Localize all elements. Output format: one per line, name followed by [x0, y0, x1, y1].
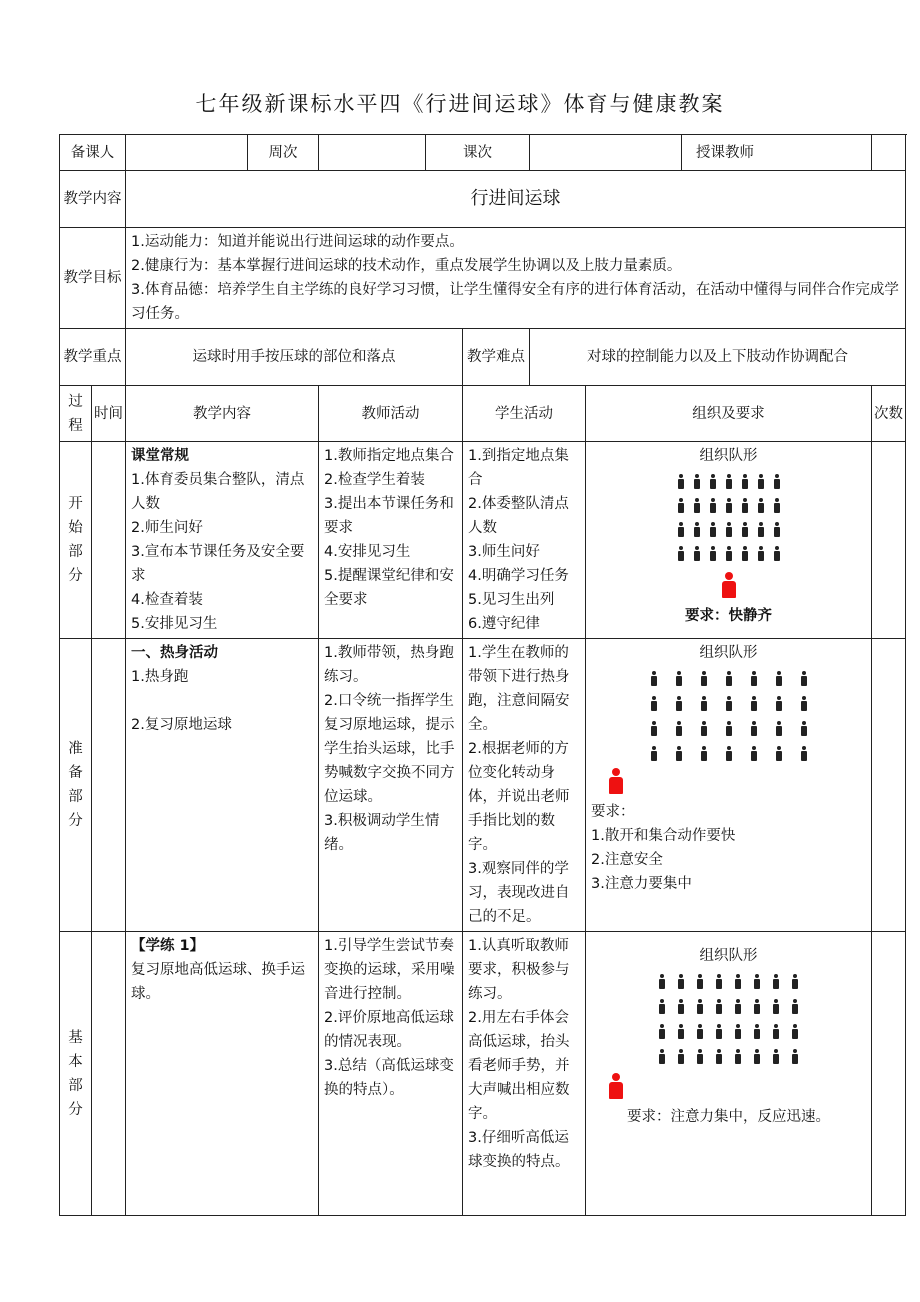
org-requirements: [591, 800, 866, 896]
student-figure-icon: [773, 1024, 779, 1040]
student-item: 3.仔细听高低运球变换的特点。: [468, 1130, 570, 1170]
student-figure-icon: [701, 671, 707, 687]
teacher-figure-icon: [609, 768, 623, 794]
student-figure-icon: [726, 696, 732, 712]
col-org: 组织及要求: [586, 386, 872, 442]
student-figure-icon: [751, 671, 757, 687]
student-figure-icon: [678, 974, 684, 990]
student-figure-icon: [776, 721, 782, 737]
section-name: 开始部分: [60, 442, 92, 639]
section-count: [872, 442, 906, 639]
content-value: 行进间运球: [126, 171, 906, 228]
student-figure-icon: [742, 546, 748, 562]
student-figure-icon: [697, 1024, 703, 1040]
student-figure-icon: [694, 546, 700, 562]
student-figure-icon: [754, 974, 760, 990]
goal-item: 1.运动能力：知道并能说出行进间运球的动作要点。: [131, 234, 464, 250]
content-heading: 【学练 1】: [131, 938, 205, 954]
org-requirement: 1.散开和集合动作要快: [591, 828, 736, 844]
section-organization: [586, 932, 872, 1216]
student-figure-icon: [716, 1049, 722, 1065]
student-figure-icon: [726, 474, 732, 490]
student-figure-icon: [694, 498, 700, 514]
student-figure-icon: [751, 696, 757, 712]
col-count: 次数: [872, 386, 906, 442]
student-figure-icon: [694, 522, 700, 538]
student-figure-icon: [701, 696, 707, 712]
col-process: 过程: [60, 386, 92, 442]
student-item: 1.到指定地点集合: [468, 448, 569, 488]
student-figure-icon: [710, 498, 716, 514]
section-time: [92, 639, 126, 932]
teacher-item: 5.提醒课堂纪律和安全要求: [324, 568, 454, 608]
teacher-item: 2.评价原地高低运球的情况表现。: [324, 1010, 454, 1050]
student-item: 5.见习生出列: [468, 592, 555, 608]
content-label: 教学内容: [60, 171, 126, 228]
key-value: 运球时用手按压球的部位和落点: [126, 329, 463, 386]
difficulty-label: 教学难点: [463, 329, 530, 386]
student-item: 6.遵守纪律: [468, 616, 540, 632]
student-figure-icon: [697, 974, 703, 990]
student-figure-icon: [726, 546, 732, 562]
student-figure-icon: [758, 546, 764, 562]
student-figure-icon: [735, 1024, 741, 1040]
student-figure-icon: [726, 498, 732, 514]
content-heading: 一、热身活动: [131, 645, 218, 661]
student-figure-icon: [716, 974, 722, 990]
student-figure-icon: [726, 671, 732, 687]
student-figure-icon: [678, 1049, 684, 1065]
student-figure-icon: [726, 746, 732, 762]
content-heading: 课堂常规: [131, 448, 189, 464]
section-count: [872, 932, 906, 1216]
student-figure-icon: [659, 974, 665, 990]
student-item: 4.明确学习任务: [468, 568, 569, 584]
section-teacher-activity: [319, 639, 463, 932]
section-organization: [586, 442, 872, 639]
student-item: 3.师生问好: [468, 544, 540, 560]
section-name: 准备部分: [60, 639, 92, 932]
student-figure-icon: [651, 671, 657, 687]
preparer-value: [126, 135, 248, 171]
goal-item: 2.健康行为：基本掌握行进间运球的技术动作，重点发展学生协调以及上肢力量素质。: [131, 258, 682, 274]
student-figure-icon: [659, 999, 665, 1015]
student-figure-icon: [651, 746, 657, 762]
student-figure-icon: [792, 974, 798, 990]
student-figure-icon: [754, 1024, 760, 1040]
org-requirement: 2.注意安全: [591, 852, 663, 868]
section-student-activity: [463, 932, 586, 1216]
student-figure-icon: [776, 696, 782, 712]
student-figure-icon: [742, 522, 748, 538]
student-figure-icon: [676, 746, 682, 762]
section-name: 基本部分: [60, 932, 92, 1216]
student-figure-icon: [710, 546, 716, 562]
content-item: [131, 689, 313, 713]
section-organization: [586, 639, 872, 932]
student-figure-icon: [773, 999, 779, 1015]
student-item: 2.根据老师的方位变化转动身体，并说出老师手指比划的数字。: [468, 741, 570, 853]
student-figure-icon: [697, 999, 703, 1015]
student-figure-icon: [776, 746, 782, 762]
student-figure-icon: [678, 1024, 684, 1040]
teacher-item: 2.检查学生着装: [324, 472, 425, 488]
org-requirement: 要求：: [591, 804, 635, 820]
section-content: [126, 639, 319, 932]
student-figure-icon: [676, 721, 682, 737]
col-teacher: 教师活动: [319, 386, 463, 442]
student-figure-icon: [801, 721, 807, 737]
section-content: [126, 932, 319, 1216]
col-student: 学生活动: [463, 386, 586, 442]
student-figure-icon: [726, 522, 732, 538]
formation-grid: [591, 474, 866, 562]
content-item: 1.体育委员集合整队，清点人数: [131, 472, 305, 512]
student-figure-icon: [701, 721, 707, 737]
student-figure-icon: [651, 696, 657, 712]
student-figure-icon: [735, 974, 741, 990]
student-figure-icon: [735, 1049, 741, 1065]
goal-item: 3.体育品德：培养学生自主学练的良好学习习惯，让学生懂得安全有序的进行体育活动，在活动中懂得与同伴合作完成学习任务。: [131, 282, 899, 322]
student-figure-icon: [773, 974, 779, 990]
content-item: 1.热身跑: [131, 669, 189, 685]
org-requirement: 3.注意力要集中: [591, 876, 692, 892]
student-figure-icon: [758, 498, 764, 514]
difficulty-value: 对球的控制能力以及上下肢动作协调配合: [530, 329, 906, 386]
key-label: 教学重点: [60, 329, 126, 386]
formation-title: 组织队形: [699, 645, 758, 661]
student-figure-icon: [776, 671, 782, 687]
org-requirement: 要求：快静齐: [685, 608, 772, 624]
student-item: 2.体委整队清点人数: [468, 496, 569, 536]
student-figure-icon: [751, 746, 757, 762]
student-figure-icon: [751, 721, 757, 737]
section-student-activity: [463, 639, 586, 932]
content-item: 5.安排见习生: [131, 616, 218, 632]
student-figure-icon: [701, 746, 707, 762]
week-label: 周次: [248, 135, 319, 171]
student-figure-icon: [801, 746, 807, 762]
student-figure-icon: [774, 522, 780, 538]
student-figure-icon: [678, 474, 684, 490]
col-content: 教学内容: [126, 386, 319, 442]
student-figure-icon: [735, 999, 741, 1015]
teacher-item: 2.口令统一指挥学生复习原地运球，提示学生抬头运球，比手势喊数字交换不同方位运球。: [324, 693, 455, 805]
student-figure-icon: [659, 1024, 665, 1040]
section-count: [872, 639, 906, 932]
student-item: 3.观察同伴的学习，表现改进自己的不足。: [468, 861, 570, 925]
section-teacher-activity: [319, 442, 463, 639]
section-time: [92, 442, 126, 639]
lesson-plan-table: [59, 134, 906, 1216]
student-figure-icon: [676, 671, 682, 687]
student-figure-icon: [678, 498, 684, 514]
student-item: 2.用左右手体会高低运球，抬头看老师手势，并大声喊出相应数字。: [468, 1010, 570, 1122]
student-figure-icon: [801, 671, 807, 687]
student-figure-icon: [774, 474, 780, 490]
student-figure-icon: [651, 721, 657, 737]
student-figure-icon: [774, 546, 780, 562]
teacher-item: 3.提出本节课任务和要求: [324, 496, 454, 536]
section-content: [126, 442, 319, 639]
formation-grid: [591, 974, 866, 1065]
student-figure-icon: [754, 999, 760, 1015]
student-figure-icon: [678, 999, 684, 1015]
goals-label: 教学目标: [60, 228, 126, 329]
lesson-label: 课次: [426, 135, 530, 171]
student-figure-icon: [678, 522, 684, 538]
student-figure-icon: [742, 498, 748, 514]
student-figure-icon: [726, 721, 732, 737]
student-figure-icon: [758, 474, 764, 490]
student-item: 1.认真听取教师要求，积极参与练习。: [468, 938, 570, 1002]
teacher-item: 1.教师带领，热身跑练习。: [324, 645, 454, 685]
student-figure-icon: [773, 1049, 779, 1065]
student-figure-icon: [678, 546, 684, 562]
student-figure-icon: [659, 1049, 665, 1065]
page-title: 七年级新课标水平四《行进间运球》体育与健康教案: [195, 92, 725, 116]
student-figure-icon: [792, 1024, 798, 1040]
teacher-label: 授课教师: [682, 135, 872, 171]
formation-grid: [591, 671, 866, 762]
student-figure-icon: [742, 474, 748, 490]
student-figure-icon: [694, 474, 700, 490]
student-figure-icon: [676, 696, 682, 712]
student-figure-icon: [710, 522, 716, 538]
student-figure-icon: [801, 696, 807, 712]
preparer-label: 备课人: [60, 135, 126, 171]
teacher-item: 1.引导学生尝试节奏变换的运球，采用噪音进行控制。: [324, 938, 455, 1002]
content-item: 4.检查着装: [131, 592, 203, 608]
student-figure-icon: [754, 1049, 760, 1065]
org-requirement: 要求：注意力集中，反应迅速。: [627, 1109, 830, 1125]
teacher-value: [872, 135, 906, 171]
student-figure-icon: [716, 1024, 722, 1040]
student-figure-icon: [758, 522, 764, 538]
student-figure-icon: [792, 1049, 798, 1065]
teacher-item: 1.教师指定地点集合: [324, 448, 454, 464]
content-item: 3.宣布本节课任务及安全要求: [131, 544, 305, 584]
student-figure-icon: [697, 1049, 703, 1065]
student-figure-icon: [710, 474, 716, 490]
section-time: [92, 932, 126, 1216]
student-item: 1.学生在教师的带领下进行热身跑，注意间隔安全。: [468, 645, 570, 733]
teacher-figure-icon: [609, 1073, 623, 1099]
content-item: 2.复习原地运球: [131, 717, 232, 733]
formation-title: 组织队形: [699, 948, 758, 964]
section-teacher-activity: [319, 932, 463, 1216]
week-value: [319, 135, 426, 171]
col-time: 时间: [92, 386, 126, 442]
student-figure-icon: [774, 498, 780, 514]
formation-title: 组织队形: [699, 448, 758, 464]
content-item: 2.师生问好: [131, 520, 203, 536]
teacher-figure-icon: [722, 572, 736, 598]
lesson-value: [530, 135, 682, 171]
teacher-item: 4.安排见习生: [324, 544, 411, 560]
student-figure-icon: [716, 999, 722, 1015]
content-item: 复习原地高低运球、换手运球。: [131, 962, 305, 1002]
teacher-item: 3.积极调动学生情绪。: [324, 813, 440, 853]
goals-list: [126, 228, 906, 329]
student-figure-icon: [792, 999, 798, 1015]
teacher-item: 3.总结（高低运球变换的特点）。: [324, 1058, 454, 1098]
section-student-activity: [463, 442, 586, 639]
